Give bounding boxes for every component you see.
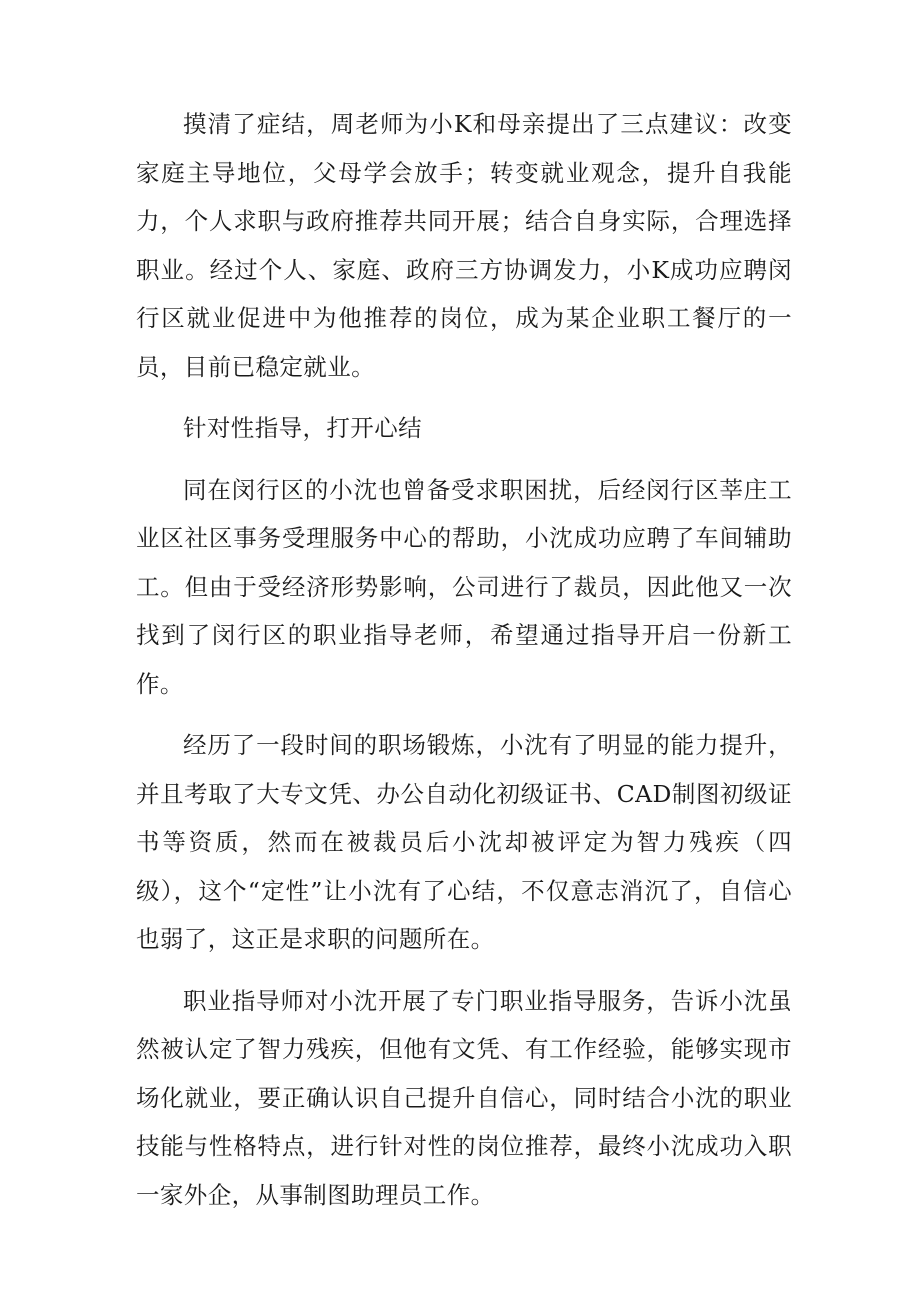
paragraph-recommendations: 摸清了症结，周老师为小K和母亲提出了三点建议：改变家庭主导地位，父母学会放手；转变就业观念，提升自我能力，个人求职与政府推荐共同开展；结合自身实际，合理选择职业。经过个人、家庭、政府三方协调发力，小K成功应聘闵行区就业促进中为他推荐的岗位，成为某企业职工餐厅的一员，目前已稳定就业。 [136, 110, 792, 381]
document-page [136, 100, 792, 1232]
section-heading: 针对性指导，打开心结 [183, 414, 422, 442]
paragraph-xiaoshen-background: 同在闵行区的小沈也曾备受求职困扰，后经闵行区莘庄工业区社区事务受理服务中心的帮助，小沈成功应聘了车间辅助工。但由于受经济形势影响，公司进行了裁员，因此他又一次找到了闵行区的职业指导老师，希望通过指导开启一份新工作。 [136, 475, 792, 698]
paragraph-xiaoshen-disability: 经历了一段时间的职场锻炼，小沈有了明显的能力提升，并且考取了大专文凭、办公自动化初级证书、CAD制图初级证书等资质，然而在被裁员后小沈却被评定为智力残疾（四级），这个“定性”让小沈有了心结，不仅意志消沉了，自信心也弱了，这正是求职的问题所在。 [136, 731, 792, 953]
paragraph-guidance-outcome: 职业指导师对小沈开展了专门职业指导服务，告诉小沈虽然被认定了智力残疾，但他有文凭、有工作经验，能够实现市场化就业，要正确认识自己提升自信心，同时结合小沈的职业技能与性格特点，进行针对性的岗位推荐，最终小沈成功入职一家外企，从事制图助理员工作。 [136, 986, 792, 1209]
